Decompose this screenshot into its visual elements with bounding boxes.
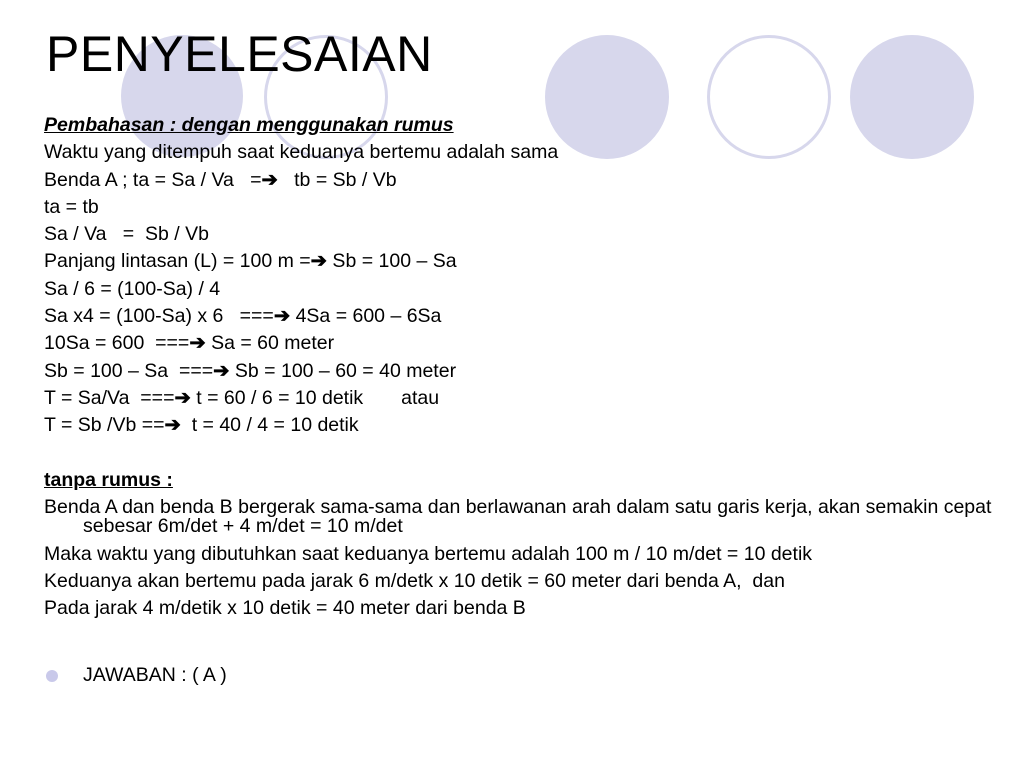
arrow-icon: ➔ [174, 386, 191, 409]
slide-title: PENYELESAIAN [46, 26, 433, 82]
bullet-icon [46, 670, 58, 682]
arrow-icon: ➔ [273, 305, 291, 328]
formula-line-6: Sa / 6 = (100-Sa) / 4 [44, 277, 221, 300]
section-heading-no-formula: tanpa rumus : [44, 468, 173, 491]
explanation-wrapped-line: Benda A dan benda B bergerak sama-sama dan berlawanan arah dalam satu garis kerja, akan semakin cepat sebesar 6m/det + 4 m/det = 10 m/det [44, 495, 992, 538]
arrow-icon: ➔ [310, 250, 328, 273]
section-heading-formula: Pembahasan : dengan menggunakan rumus [44, 114, 454, 136]
arrow-icon: ➔ [189, 332, 206, 355]
formula-line-2: Benda A ; ta = Sa / Va =➔ tb = Sb / Vb [44, 168, 397, 191]
spacer [44, 440, 1004, 467]
explanation-line-3: Pada jarak 4 m/detik x 10 detik = 40 meter dari benda B [44, 597, 526, 620]
slide-content [44, 112, 1004, 623]
arrow-icon: ➔ [213, 359, 230, 382]
formula-line-8: 10Sa = 600 ===➔ Sa = 60 meter [44, 332, 335, 355]
answer-row [46, 662, 227, 689]
formula-line-4: Sa / Va = Sb / Vb [44, 223, 209, 246]
formula-line-10: T = Sa/Va ===➔ t = 60 / 6 = 10 detik atau [44, 386, 440, 409]
formula-line-7: Sa x4 = (100-Sa) x 6 ===➔ 4Sa = 600 – 6Sa [44, 305, 442, 328]
explanation-line-2: Keduanya akan bertemu pada jarak 6 m/detk x 10 detik = 60 meter dari benda A, dan [44, 570, 785, 593]
arrow-icon: ➔ [261, 168, 278, 191]
explanation-line-1: Maka waktu yang dibutuhkan saat keduanya bertemu adalah 100 m / 10 m/det = 10 detik [44, 542, 813, 565]
arrow-icon: ➔ [164, 414, 181, 437]
answer-text: JAWABAN : ( A ) [83, 664, 227, 686]
formula-line-5: Panjang lintasan (L) = 100 m =➔ Sb = 100 – Sa [44, 250, 457, 273]
formula-line-9: Sb = 100 – Sa ===➔ Sb = 100 – 60 = 40 meter [44, 359, 457, 382]
formula-line-3: ta = tb [44, 195, 99, 218]
formula-line-1: Waktu yang ditempuh saat keduanya bertemu adalah sama [44, 141, 559, 164]
formula-line-11: T = Sb /Vb ==➔ t = 40 / 4 = 10 detik [44, 414, 359, 437]
